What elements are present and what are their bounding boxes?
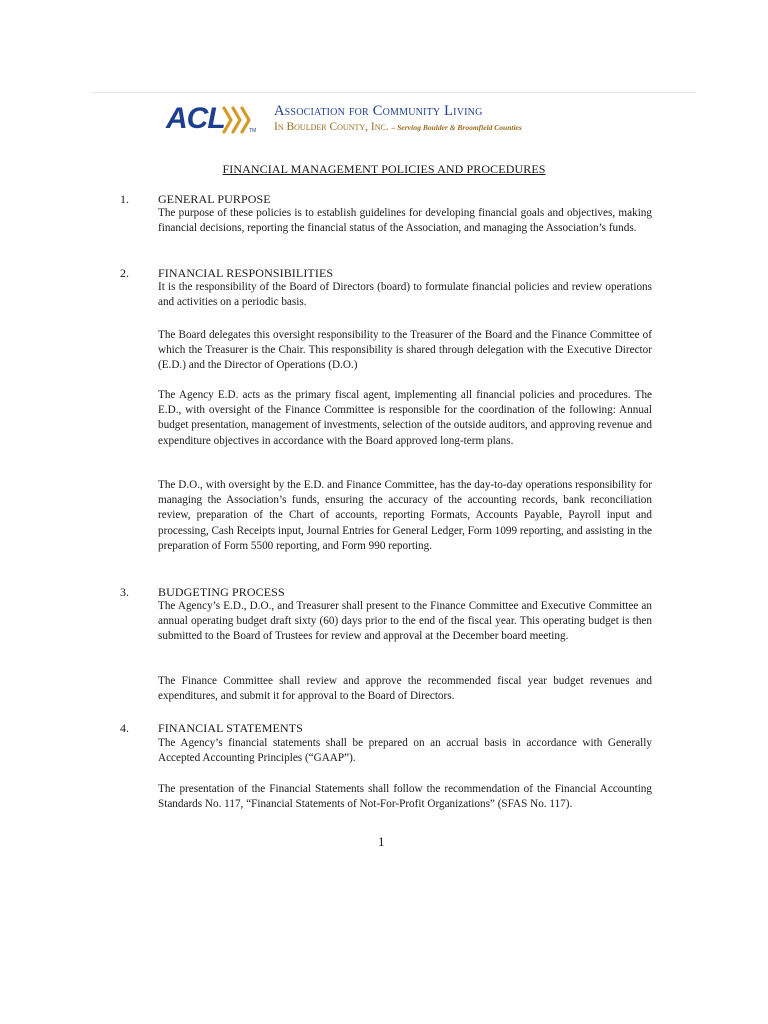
section-paragraph: The Agency’s financial statements shall be prepared on an accrual basis in accordance with Generally Accepted Accounting Principles (“GAAP”). — [158, 737, 652, 765]
document-title: FINANCIAL MANAGEMENT POLICIES AND PROCEDURES — [222, 162, 546, 176]
section-number: 4. — [120, 721, 129, 735]
section-number: 1. — [120, 192, 129, 206]
section-heading: FINANCIAL RESPONSIBILITIES — [158, 266, 334, 280]
section-paragraph: The Agency’s E.D., D.O., and Treasurer shall present to the Finance Committee and Executive Committee an annual operating budget draft sixty (60) days prior to the end of the fiscal year. This operating budget is then submitted to the Board of Trustees for review and approval at the December board meeting. — [158, 600, 652, 643]
scan-border-line — [92, 92, 696, 93]
section-paragraph: The presentation of the Financial Statements shall follow the recommendation of the Financial Accounting Standards No. 117, “Financial Statements of Not-For-Profit Organizations” (SFAS No. 117). — [158, 783, 652, 811]
section-heading: GENERAL PURPOSE — [158, 192, 271, 206]
org-sub-name: In Boulder County, Inc. — [274, 121, 389, 133]
logo-text: ACL — [166, 102, 225, 135]
page-number: 1 — [378, 834, 385, 849]
section-paragraph: The D.O., with oversight by the E.D. and Finance Committee, has the day-to-day operations responsibility for managing the Association’s funds, ensuring the accuracy of the accounting records, bank reconciliation review, preparation of the Chart of accounts, reporting Formats, Accounts Payable, Payroll input and processing, Cash Receipts input, Journal Entries for General Ledger, Form 1099 reporting, and assisting in the preparation of Form 5500 reporting, and Form 990 reporting. — [158, 479, 652, 552]
section-paragraph: The Board delegates this oversight responsibility to the Treasurer of the Board and the Finance Committee of which the Treasurer is the Chair. This responsibility is shared through delegation with the Executive Director (E.D.) and the Director of Operations (D.O.) — [158, 329, 652, 372]
acl-logo — [166, 102, 258, 136]
section-heading: BUDGETING PROCESS — [158, 585, 285, 599]
section-paragraph: The Finance Committee shall review and approve the recommended fiscal year budget revenues and expenditures, and submit it for approval to the Board of Directors. — [158, 675, 652, 703]
section-paragraph: The purpose of these policies is to establish guidelines for developing financial goals and objectives, making financial decisions, reporting the financial status of the Association, and managing the Association’s funds. — [158, 207, 652, 235]
letterhead — [166, 100, 606, 140]
section-number: 3. — [120, 585, 129, 599]
org-subtitle — [274, 121, 522, 133]
org-name: Association for Community Living — [274, 103, 483, 119]
section-number: 2. — [120, 266, 129, 280]
trademark-mark: TM — [249, 128, 257, 134]
section-paragraph: It is the responsibility of the Board of Directors (board) to formulate financial policies and review operations and activities on a periodic basis. — [158, 281, 652, 309]
section-paragraph: The Agency E.D. acts as the primary fiscal agent, implementing all financial policies and procedures. The E.D., with oversight of the Finance Committee is responsible for the coordination of the following: Annual budget presentation, management of investments, selection of the outside auditors, and approving revenue and expenditure objectives in accordance with the Board approved long-term plans. — [158, 389, 652, 447]
org-tagline: – Serving Boulder & Broomfield Counties — [391, 123, 522, 132]
section-heading: FINANCIAL STATEMENTS — [158, 721, 303, 735]
